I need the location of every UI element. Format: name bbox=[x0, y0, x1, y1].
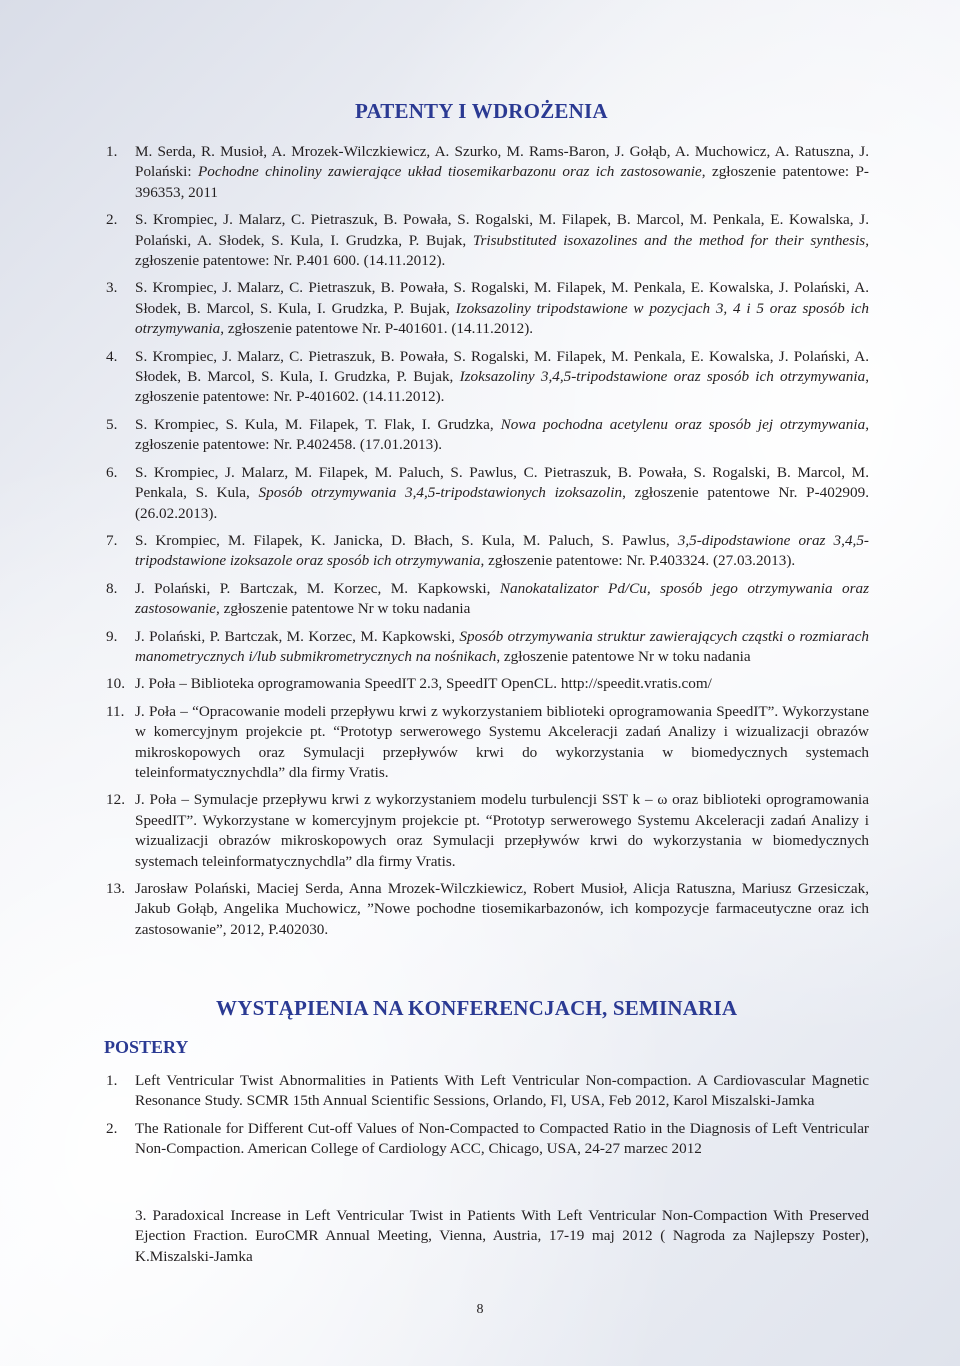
item-authors: S. Krompiec, M. Filapek, K. Janicka, D. Błach, S. Kula, M. Paluch, S. Pawlus, bbox=[135, 531, 678, 549]
item-details: , zgłoszenie patentowe: P-396353, 2011 bbox=[135, 163, 869, 201]
item-title: Nanokatalizator Pd/Cu, sposób jego otrzymywania oraz zastosowanie bbox=[135, 579, 869, 618]
list-item bbox=[0, 531, 869, 572]
list-item bbox=[0, 210, 869, 271]
list-item bbox=[0, 579, 869, 620]
item-authors: S. Krompiec, J. Malarz, C. Pietraszuk, B. Powała, S. Rogalski, M. Filapek, M. Penkala, E. Kowalska, J. Polański, A. Słodek, B. Marcol, S. Kula, I. Grudzka, P. Bujak, bbox=[135, 279, 869, 317]
item-title: 3,5-dipodstawione oraz 3,4,5-tripodstawione izoksazole oraz sposób ich otrzymywania bbox=[135, 531, 869, 570]
item-text: The Rationale for Different Cut-off Values of Non-Compacted to Compacted Ratio in the Diagnosis of Left Ventricular Non-Compaction. American College of Cardiology ACC, Chicago, USA, 24-27 marzec 2012 bbox=[135, 1119, 869, 1158]
poster-item-3: 3. Paradoxical Increase in Left Ventricular Twist in Patients With Left Ventricular Non-Compaction With Preserved Ejection Fraction. EuroCMR Annual Meeting, Vienna, Austria, 17-19 maj 2012 ( Nagroda za Najlepszy Poster), K.Miszalski-Jamka bbox=[135, 1207, 869, 1265]
item-text: J. Poła – Symulacje przepływu krwi z wykorzystaniem modelu turbulencji SST k – ω oraz biblioteki oprogramowania SpeedIT”. Wykorzystane w komercyjnym projekcie pt. “Prototyp serwerowego Systemu Akceleracji zadań Analizy i wizualizacji obrazów mikroskopowych oraz Symulacji przepływów krwi do wykorzystania w biomedycznych systemach teleinformatycznychdla” dla firmy Vratis. bbox=[135, 791, 869, 870]
item-details: , zgłoszenie patentowe Nr. P-402909. (26.02.2013). bbox=[135, 484, 870, 522]
posters-list bbox=[0, 1071, 960, 1167]
list-item bbox=[0, 278, 869, 339]
list-item bbox=[0, 1119, 869, 1160]
item-text: J. Poła – Biblioteka oprogramowania SpeedIT 2.3, SpeedIT OpenCL. http://speedit.vratis.com/ bbox=[135, 675, 712, 693]
posters-heading: POSTERY bbox=[104, 1037, 189, 1057]
list-item bbox=[0, 415, 869, 456]
item-number: 3. bbox=[106, 279, 118, 297]
item-title: Izoksazoliny tripodstawione w pozycjach 3, 4 i 5 oraz sposób ich otrzymywania bbox=[135, 299, 870, 338]
item-number: 1. bbox=[106, 1072, 118, 1089]
item-title: Izoksazoliny 3,4,5-tripodstawione oraz sposób ich otrzymywania bbox=[459, 368, 866, 386]
item-authors: S. Krompiec, J. Malarz, C. Pietraszuk, B. Powała, S. Rogalski, M. Filapek, B. Marcol, M. Penkala, E. Kowalska, J. Polański, A. Słodek, S. Kula, I. Grudzka, P. Bujak, bbox=[135, 211, 869, 249]
item-number: 6. bbox=[106, 463, 118, 481]
list-item bbox=[0, 627, 869, 668]
item-authors: J. Polański, P. Bartczak, M. Korzec, M. Kapkowski, bbox=[135, 627, 460, 645]
patents-list bbox=[0, 142, 960, 947]
list-item bbox=[0, 674, 869, 694]
list-item bbox=[0, 347, 869, 408]
item-number: 12. bbox=[106, 791, 125, 809]
item-title: Sposób otrzymywania struktur zawierających cząstki o rozmiarach manometrycznych i/lub submikrometrycznych na nośnikach bbox=[135, 627, 869, 665]
list-item bbox=[0, 463, 869, 524]
item-details: , zgłoszenie patentowe Nr. P-401601. (14.11.2012). bbox=[220, 320, 534, 338]
item-number: 1. bbox=[106, 143, 118, 160]
item-authors: S. Krompiec, J. Malarz, M. Filapek, M. Paluch, S. Pawlus, C. Pietraszuk, B. Powała, S. Rogalski, B. Marcol, M. Penkala, S. Kula, bbox=[135, 463, 869, 502]
list-item bbox=[0, 702, 869, 784]
item-number: 11. bbox=[106, 702, 125, 720]
item-number: 10. bbox=[106, 675, 125, 693]
item-authors: S. Krompiec, S. Kula, M. Filapek, T. Flak, I. Grudzka, bbox=[135, 415, 501, 433]
conferences-heading: WYSTĄPIENIA NA KONFERENCJACH, SEMINARIA bbox=[216, 996, 738, 1020]
item-title: Pochodne chinoliny zawierające układ tiosemikarbazonu oraz ich zastosowanie bbox=[197, 163, 702, 181]
item-number: 13. bbox=[106, 880, 125, 897]
list-item bbox=[0, 879, 869, 940]
item-title: Sposób otrzymywania 3,4,5-tripodstawionych izoksazolin bbox=[258, 484, 623, 502]
item-text: Left Ventricular Twist Abnormalities in Patients With Left Ventricular Non-compaction. A Cardiovascular Magnetic Resonance Study. SCMR 15th Annual Scientific Sessions, Orlando, Fl, USA, Feb 2012, Karol Miszalski-Jamka bbox=[135, 1072, 869, 1110]
item-details: , zgłoszenie patentowe: Nr. P.402458. (17.01.2013). bbox=[135, 415, 869, 454]
list-item bbox=[0, 790, 869, 872]
item-number: 4. bbox=[106, 347, 118, 365]
item-authors: S. Krompiec, J. Malarz, C. Pietraszuk, B. Powała, S. Rogalski, M. Filapek, M. Penkala, E. Kowalska, J. Polański, A. Słodek, B. Marcol, S. Kula, I. Grudzka, P. Bujak, bbox=[135, 347, 869, 386]
item-details: , zgłoszenie patentowe: Nr. P-401602. (14.11.2012). bbox=[135, 368, 870, 406]
item-text: Jarosław Polański, Maciej Serda, Anna Mrozek-Wilczkiewicz, Robert Musioł, Alicja Ratuszna, Mariusz Grzesiczak, Jakub Gołąb, Angelika Muchowicz, ”Nowe pochodne tiosemikarbazonów, ich kompozycje farmaceutyczne oraz ich zastosowanie”, 2012, P.402030. bbox=[135, 880, 869, 938]
item-details: , zgłoszenie patentowe: Nr. P.403324. (27.03.2013). bbox=[480, 552, 796, 570]
item-title: Trisubstituted isoxazolines and the method for their synthesis bbox=[472, 231, 866, 249]
list-item bbox=[0, 1071, 869, 1112]
item-number: 8. bbox=[106, 579, 118, 597]
item-details: , zgłoszenie patentowe Nr w toku nadania bbox=[216, 600, 471, 618]
item-number: 2. bbox=[106, 211, 118, 229]
item-title: Nowa pochodna acetylenu oraz sposób jej otrzymywania bbox=[500, 415, 866, 433]
item-details: , zgłoszenie patentowe Nr w toku nadania bbox=[496, 647, 751, 665]
item-details: , zgłoszenie patentowe: Nr. P.401 600. (14.11.2012). bbox=[135, 231, 870, 270]
item-authors: J. Polański, P. Bartczak, M. Korzec, M. Kapkowski, bbox=[135, 579, 500, 597]
item-number: 7. bbox=[106, 531, 118, 549]
item-number: 9. bbox=[106, 627, 118, 645]
item-authors: M. Serda, R. Musioł, A. Mrozek-Wilczkiewicz, A. Szurko, M. Rams-Baron, J. Gołąb, A. Muchowicz, A. Ratuszna, J. Polański: bbox=[135, 143, 869, 181]
list-item bbox=[0, 142, 869, 203]
item-number: 2. bbox=[106, 1119, 118, 1137]
item-text: J. Poła – “Opracowanie modeli przepływu krwi z wykorzystaniem biblioteki oprogramowania SpeedIT”. Wykorzystane w komercyjnym projekcie pt. “Prototyp serwerowego Systemu Akceleracji zadań Analizy i wizualizacji obrazów mikroskopowych oraz Symulacji przepływów krwi do wykorzystania w biomedycznych systemach teleinformatycznychdla” dla firmy Vratis. bbox=[135, 702, 869, 781]
page-number: 8 bbox=[476, 1302, 484, 1317]
patents-heading: PATENTY I WDROŻENIA bbox=[355, 99, 608, 123]
item-number: 5. bbox=[106, 415, 118, 433]
